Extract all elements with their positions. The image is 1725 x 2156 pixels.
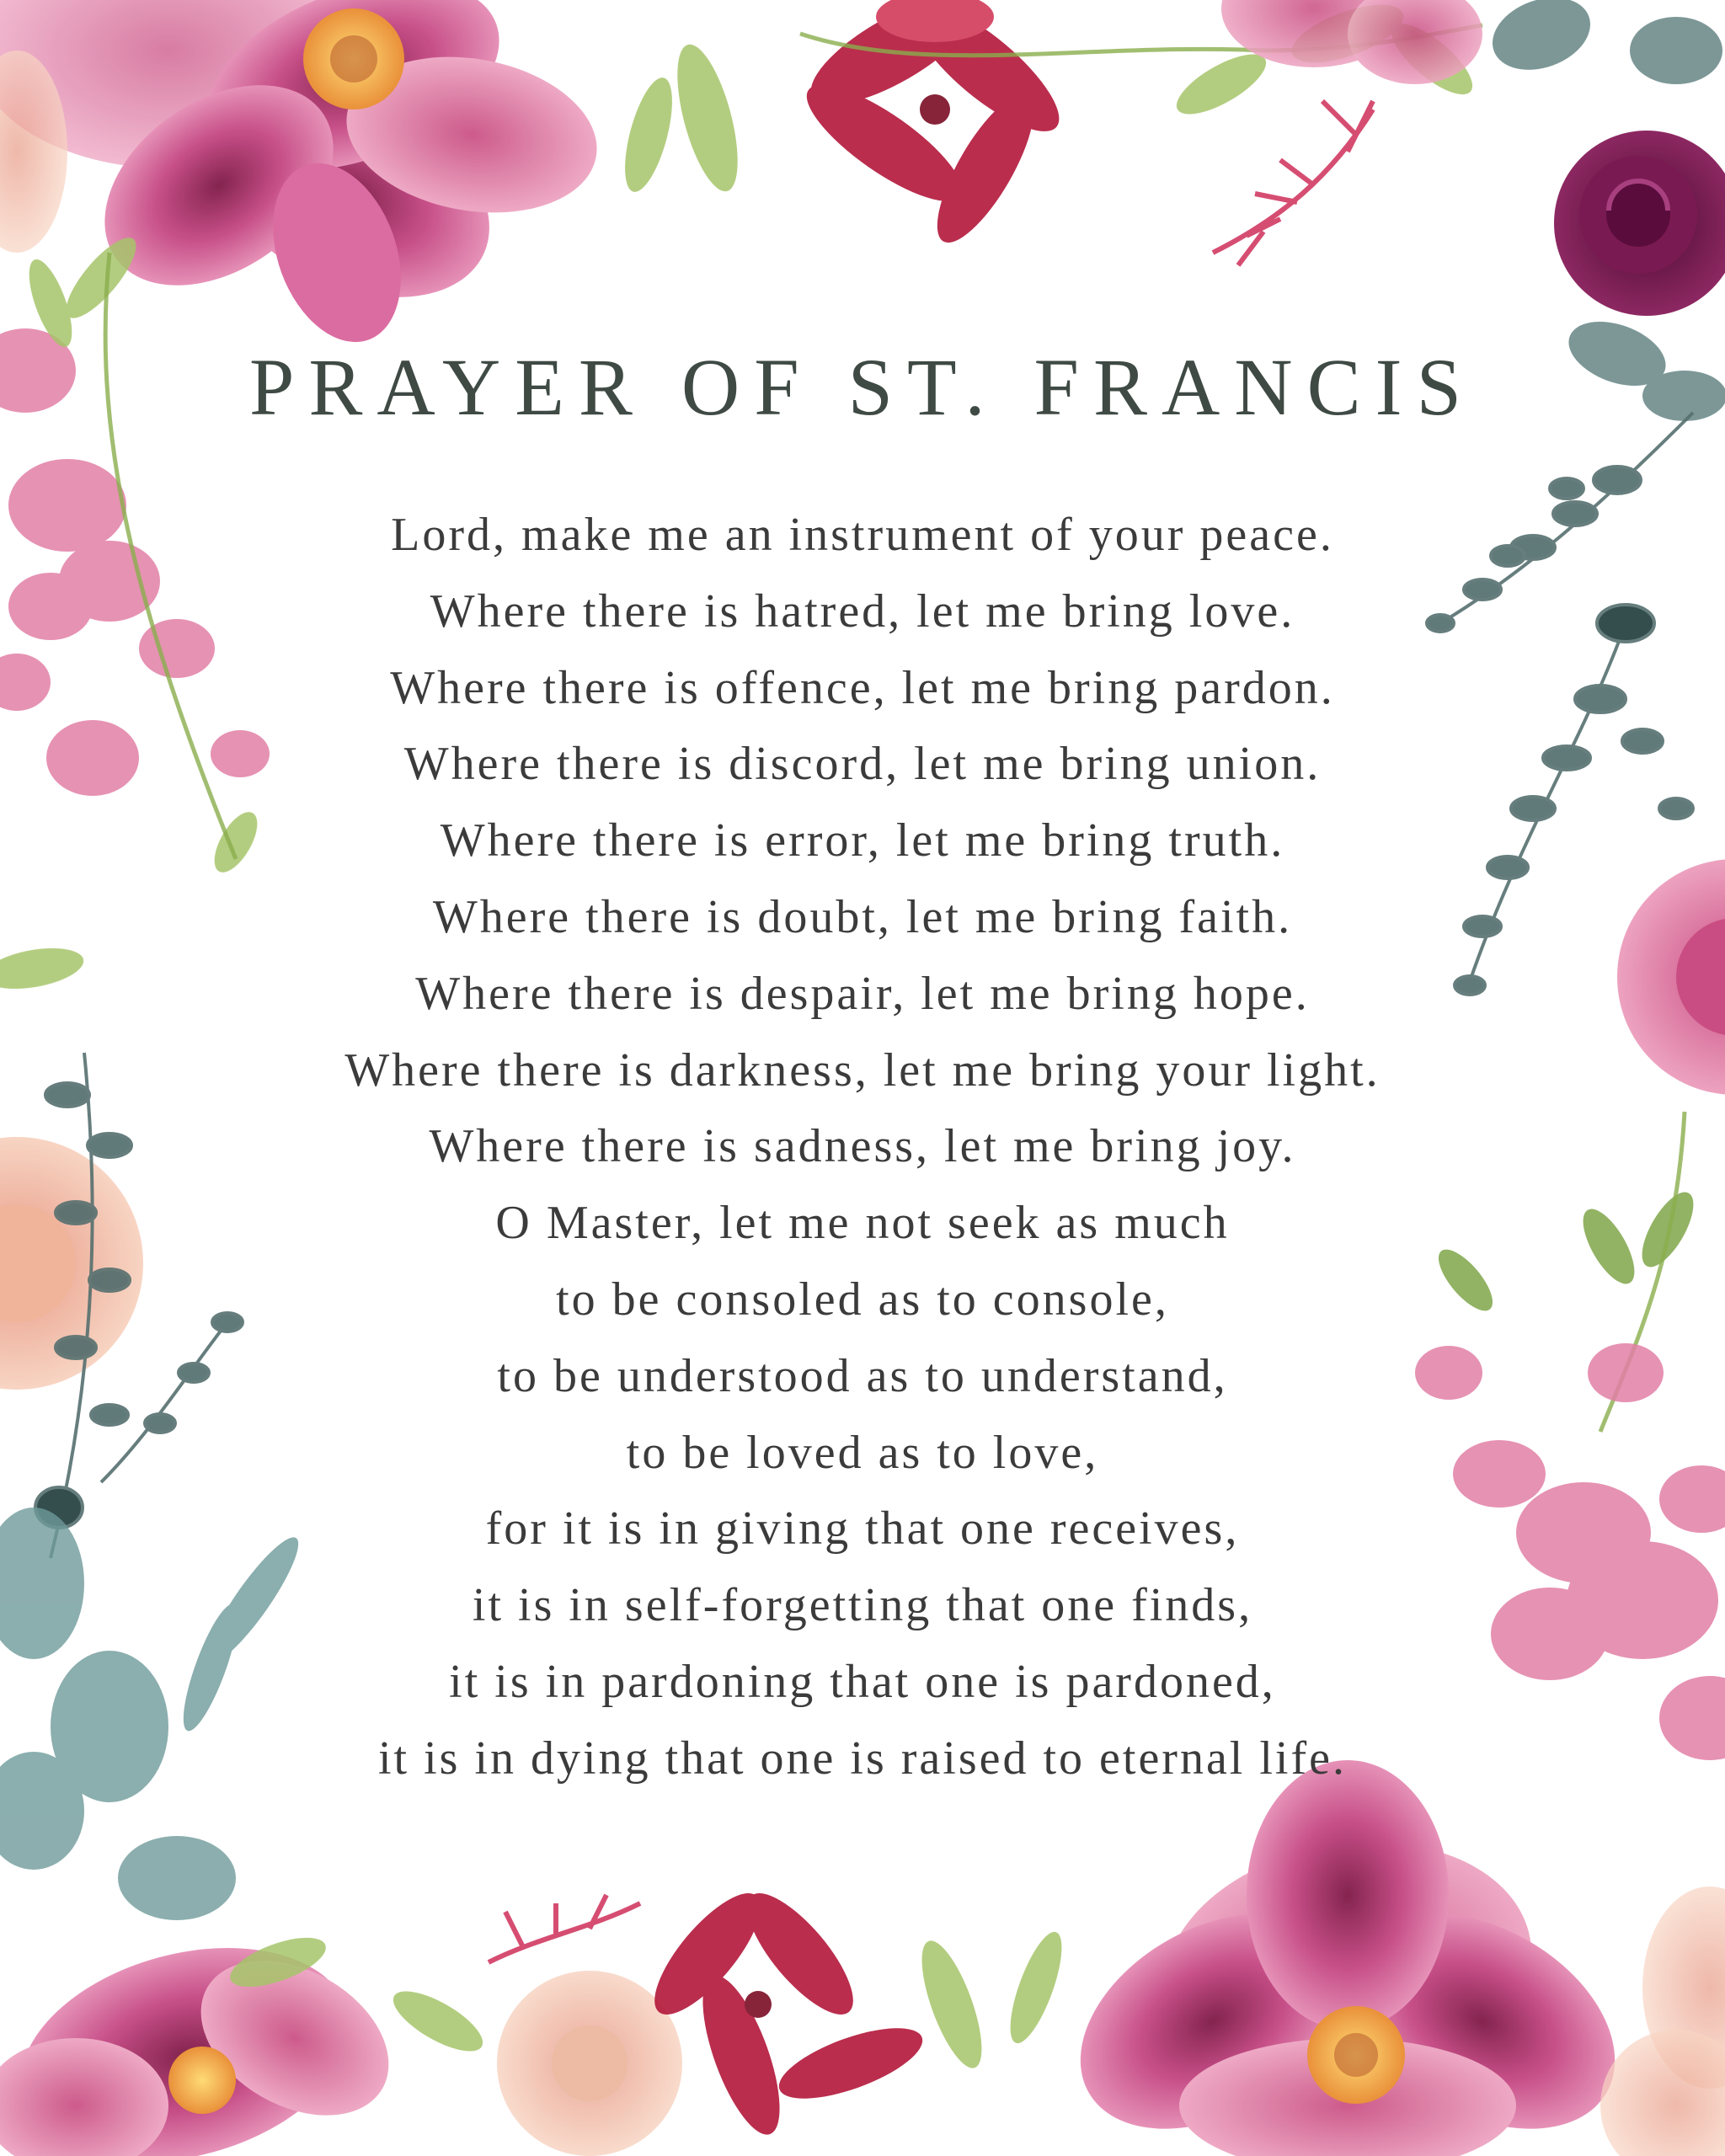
prayer-line: to be loved as to love, [626,1426,1099,1479]
peach-rose-bottom [497,1971,682,2156]
prayer-line: it is in dying that one is raised to eternal life. [378,1732,1347,1785]
prayer-line: it is in pardoning that one is pardoned, [449,1655,1276,1708]
prayer-line: to be understood as to understand, [497,1349,1228,1402]
prayer-line: O Master, let me not seek as much [495,1197,1230,1250]
prayer-line: Where there is sadness, let me bring joy. [429,1120,1296,1173]
crimson-sprig-top [1213,101,1373,265]
prayer-line: Where there is darkness, let me bring your light. [344,1043,1381,1097]
crimson-orchid-bottom [638,1878,931,2143]
prayer-line: Where there is hatred, let me bring love. [430,584,1295,638]
pink-rose-right [1617,859,1725,1095]
magenta-flower-bottom-left [0,1913,416,2156]
prayer-line: Where there is discord, let me bring union. [403,738,1322,791]
plum-rose-top-right [1554,131,1725,316]
prayer-text [126,497,1599,1797]
crimson-orchid-top [792,0,1076,255]
crimson-sprig-bottom [489,1895,640,1962]
prayer-line: it is in self-forgetting that one finds, [472,1579,1253,1632]
magenta-flower-bottom-right [1043,1760,1653,2156]
page-title: PRAYER OF ST. FRANCIS [248,342,1477,432]
prayer-line: Where there is offence, let me bring pardon. [390,661,1335,714]
peach-petals-bottom-right [1600,2030,1725,2156]
prayer-line: Where there is error, let me bring truth. [440,814,1285,867]
prayer-line: Where there is despair, let me bring hope. [415,967,1310,1020]
prayer-line: to be consoled as to console, [556,1273,1169,1326]
prayer-line: Where there is doubt, let me bring faith. [432,890,1293,943]
prayer-line: Lord, make me an instrument of your peace. [391,509,1334,561]
prayer-line: for it is in giving that one receives, [485,1502,1240,1556]
